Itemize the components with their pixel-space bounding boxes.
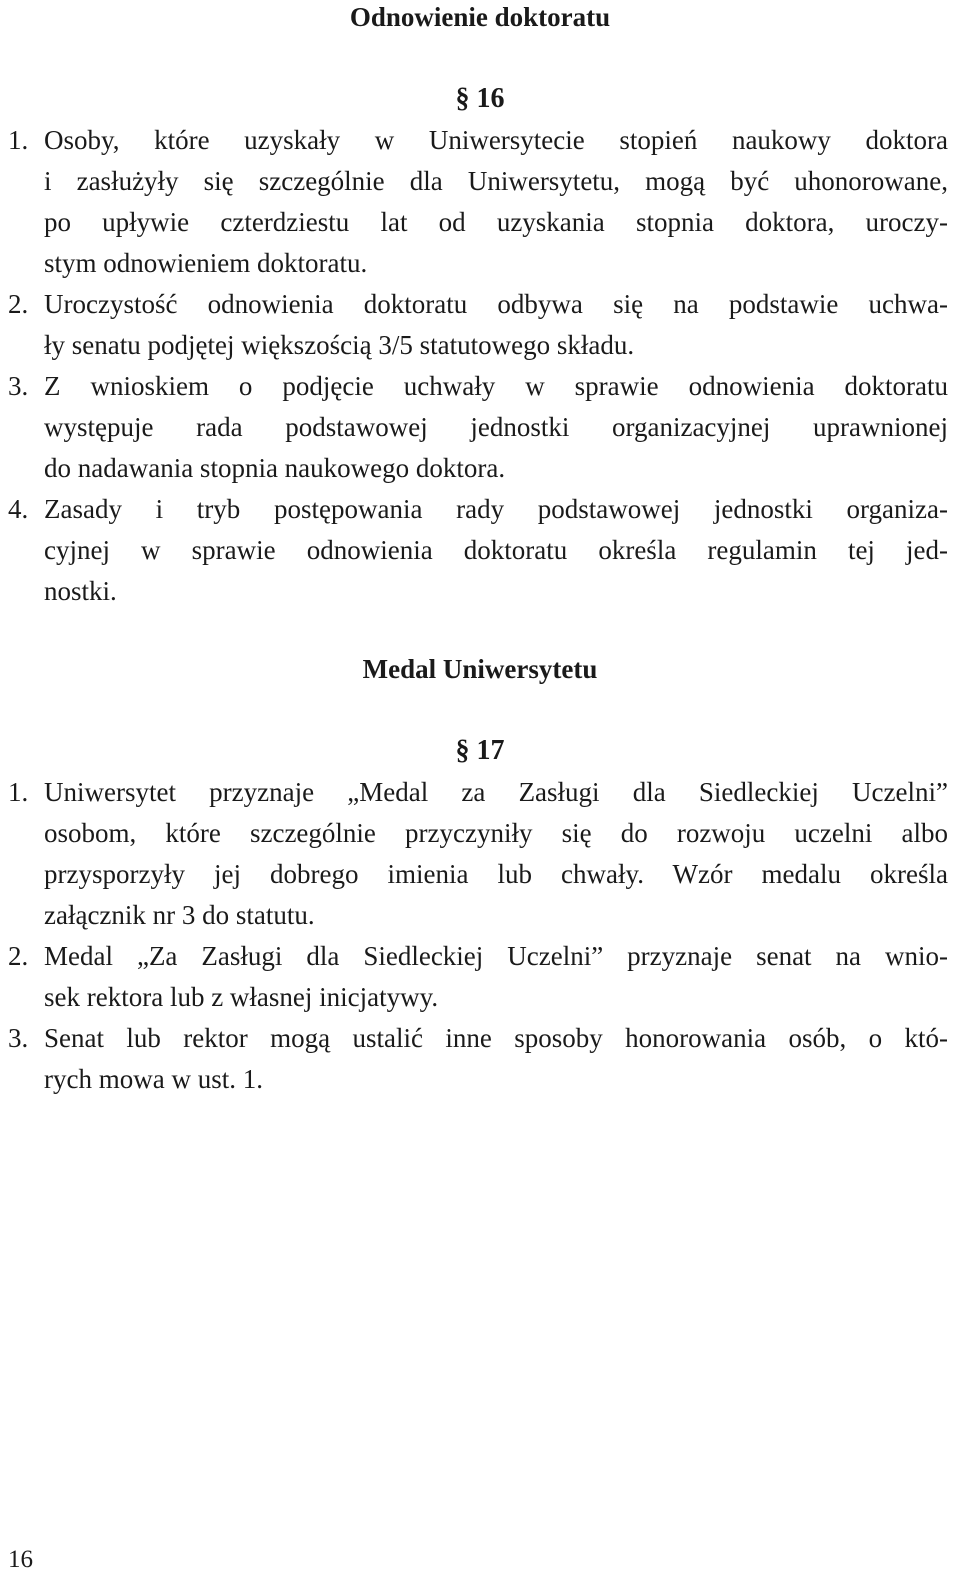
item-text [44,284,948,366]
text-line: Medal „Za Zasługi dla Siedleckiej Uczelni” przyznaje senat na wnio- [44,941,948,971]
section-heading-medal: Medal Uniwersytetu [362,654,598,684]
text-line: załącznik nr 3 do statutu. [44,900,315,930]
item-text [44,366,948,489]
text-line: nostki. [44,576,117,606]
text-line: sek rektora lub z własnej inicjatywy. [44,982,439,1012]
item-text [44,120,948,284]
item-number: 1. [8,777,29,807]
section-heading-odnowienie: Odnowienie doktoratu [349,2,611,32]
page-number: 16 [8,1546,33,1573]
item-text [44,489,948,612]
item-number: 3. [8,1023,29,1053]
text-line: stym odnowieniem doktoratu. [44,248,368,278]
text-line: Zasady i tryb postępowania rady podstawowej jednostki organiza- [44,494,948,524]
text-line: Osoby, które uzyskały w Uniwersytecie stopień naukowy doktora [44,125,948,155]
item-number: 4. [8,494,29,524]
text-line: występuje rada podstawowej jednostki organizacyjnej uprawnionej [44,412,948,442]
text-line: przysporzyły jej dobrego imienia lub chwały. Wzór medalu określa [44,859,948,889]
paragraph-mark-17: § 17 [455,735,505,766]
text-line: osobom, które szczególnie przyczyniły się do rozwoju uczelni albo [44,818,948,848]
item-number: 2. [8,289,29,319]
text-line: Senat lub rektor mogą ustalić inne sposoby honorowania osób, o któ- [44,1023,948,1053]
text-line: i zasłużyły się szczególnie dla Uniwersytetu, mogą być uhonorowane, [44,166,948,196]
text-line: cyjnej w sprawie odnowienia doktoratu określa regulamin tej jed- [44,535,948,565]
paragraph-mark-16: § 16 [455,83,505,114]
text-line: ły senatu podjętej większością 3/5 statutowego składu. [44,330,635,360]
item-text [44,772,948,936]
text-line: po upływie czterdziestu lat od uzyskania stopnia doktora, uroczy- [44,207,948,237]
text-line: Uroczystość odnowienia doktoratu odbywa się na podstawie uchwa- [44,289,948,319]
text-line: rych mowa w ust. 1. [44,1064,263,1094]
item-text [44,1018,948,1100]
item-number: 3. [8,371,29,401]
text-line: Z wnioskiem o podjęcie uchwały w sprawie odnowienia doktoratu [44,371,948,401]
text-line: Uniwersytet przyznaje „Medal za Zasługi dla Siedleckiej Uczelni” [44,777,948,807]
item-number: 1. [8,125,29,155]
item-number: 2. [8,941,29,971]
item-text [44,936,948,1018]
text-line: do nadawania stopnia naukowego doktora. [44,453,506,483]
